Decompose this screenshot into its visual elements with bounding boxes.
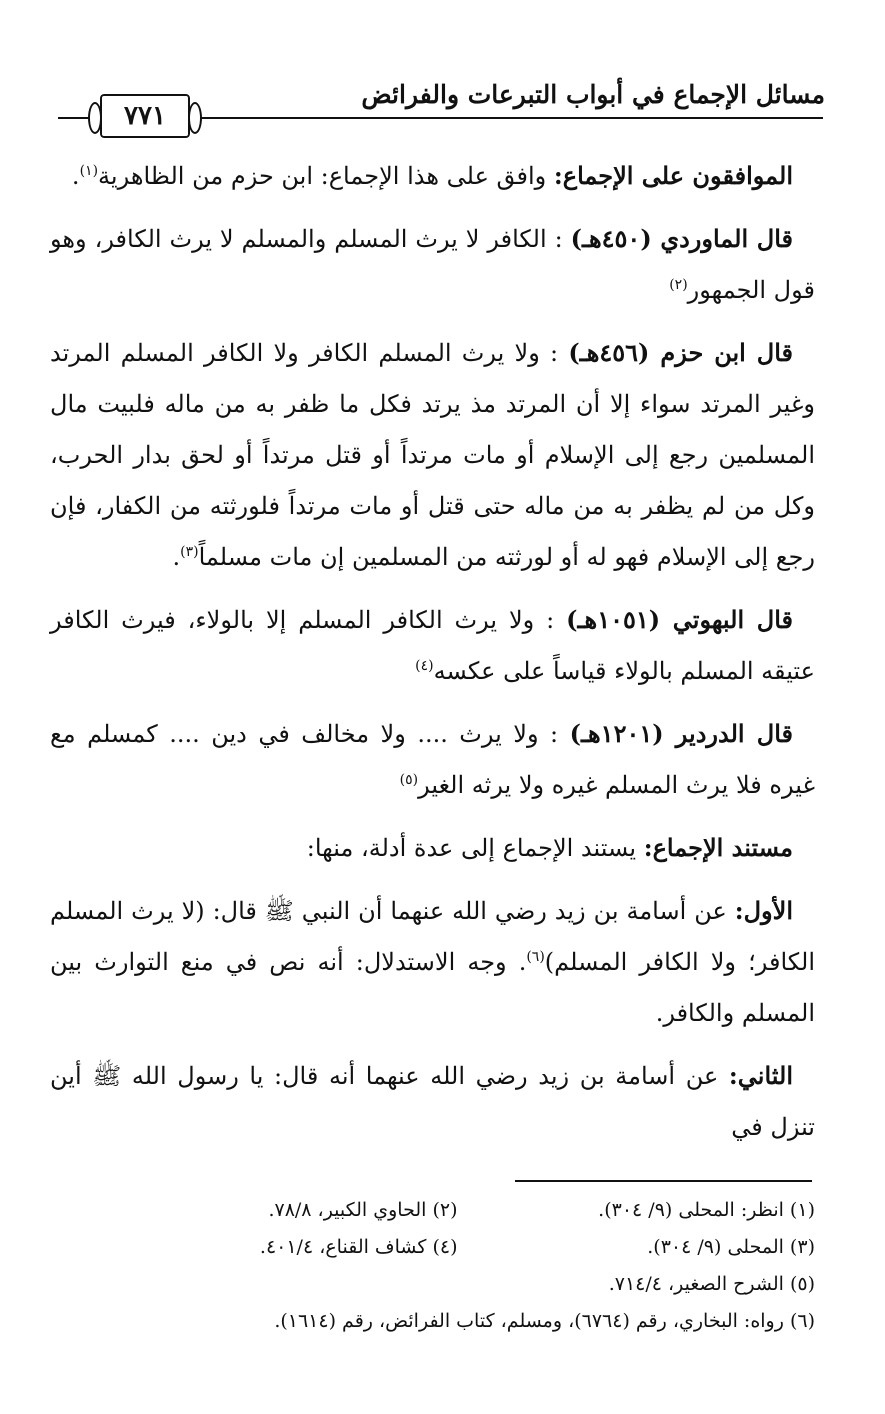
- footnote-5: (٥) الشرح الصغير، ٧١٤/٤.: [608, 1273, 815, 1295]
- paragraph-tail: . وجه الاستدلال: أنه نص في منع التوارث بين المسلم والكافر.: [50, 948, 815, 1027]
- footnote-row: [100, 1192, 815, 1229]
- footnote-ref: (١): [79, 163, 99, 179]
- paragraph-lead: الثاني:: [728, 1061, 793, 1090]
- paragraph-text: عن أسامة بن زيد رضي الله عنهما أن النبي ﷺ قال: (لا يرث المسلم الكافر؛ ولا الكافر المسلم): [50, 897, 815, 976]
- paragraph-lead: قال الدردير (١٢٠١هـ): [569, 719, 793, 748]
- paragraph-text: : ولا يرث المسلم الكافر ولا الكافر المسلم المرتد وغير المرتد سواء إلا أن المرتد مذ يرتد فكل ما ظفر به من ماله فلبيت مال المسلمين رجع إلى الإسلام أو مات مرتداً أو قتل مرتداً أو لحق بدار الحرب، وكل من لم يظفر به من ماله حتى قتل أو مات مرتداً فلورثته من الكفار، فإن رجع إلى الإسلام فهو له أو لورثته من المسلمين إن مات مسلماً: [50, 339, 816, 571]
- paragraph-tail: .: [172, 543, 181, 571]
- footnote-ref: (٣): [180, 544, 199, 560]
- paragraph-lead: قال الماوردي (٤٥٠هـ): [570, 224, 794, 253]
- paragraph-lead: الموافقون على الإجماع:: [553, 161, 793, 190]
- footnote-row: [100, 1266, 815, 1303]
- paragraph-text: عن أسامة بن زيد رضي الله عنهما أنه قال: يا رسول الله ﷺ أين تنزل في: [50, 1062, 815, 1141]
- footnote-1: (١) انظر: المحلى (٩/ ٣٠٤).: [598, 1199, 815, 1221]
- footnote-ref: (٦): [526, 949, 545, 965]
- paragraph-lead: قال البهوتي (١٠٥١هـ): [566, 605, 794, 634]
- footnotes: [100, 1192, 815, 1340]
- paragraph-text: وافق على هذا الإجماع: ابن حزم من الظاهرية: [98, 162, 554, 190]
- paragraph-agreeing-scholars: [50, 150, 815, 202]
- page-number: ٧٧١: [100, 94, 190, 138]
- footnote-6: (٦) رواه: البخاري، رقم (٦٧٦٤)، ومسلم، كتاب الفرائض، رقم (١٦١٤).: [274, 1310, 815, 1332]
- paragraph-text: : الكافر لا يرث المسلم والمسلم لا يرث الكافر، وهو قول الجمهور: [50, 225, 815, 304]
- running-header-title: مسائل الإجماع في أبواب التبرعات والفرائض: [361, 80, 825, 109]
- footnote-row: [100, 1303, 815, 1340]
- footnote-2: (٢) الحاوي الكبير، ٧٨/٨.: [268, 1199, 458, 1221]
- footnote-ref: (٥): [399, 772, 419, 788]
- paragraph-buhuti: [50, 594, 815, 697]
- paragraph-lead: مستند الإجماع:: [643, 833, 793, 862]
- main-text: [50, 150, 815, 1164]
- paragraph-mawardi: [50, 213, 815, 316]
- paragraph-ibn-hazm: [50, 327, 815, 583]
- paragraph-lead: الأول:: [734, 896, 793, 925]
- footnote-4: (٤) كشاف القناع، ٤٠١/٤.: [259, 1236, 458, 1258]
- footnote-ref: (٤): [415, 658, 434, 674]
- paragraph-tail: .: [71, 162, 80, 190]
- paragraph-text: يستند الإجماع إلى عدة أدلة، منها:: [306, 834, 644, 862]
- paragraph-text: : ولا يرث الكافر المسلم إلا بالولاء، فيرث الكافر عتيقه المسلم بالولاء قياساً على عكسه: [50, 606, 815, 685]
- paragraph-dardir: [50, 708, 815, 811]
- paragraph-second-evidence: [50, 1050, 815, 1153]
- footnote-separator: [515, 1180, 812, 1182]
- paragraph-first-evidence: [50, 885, 815, 1039]
- footnote-3: (٣) المحلى (٩/ ٣٠٤).: [647, 1236, 815, 1258]
- paragraph-lead: قال ابن حزم (٤٥٦هـ): [568, 338, 793, 367]
- paragraph-text: : ولا يرث .... ولا مخالف في دين .... كمسلم مع غيره فلا يرث المسلم غيره ولا يرثه الغير: [50, 720, 815, 799]
- footnote-row: [100, 1229, 815, 1266]
- footnote-ref: (٢): [669, 277, 688, 293]
- paragraph-consensus-basis: [50, 822, 815, 874]
